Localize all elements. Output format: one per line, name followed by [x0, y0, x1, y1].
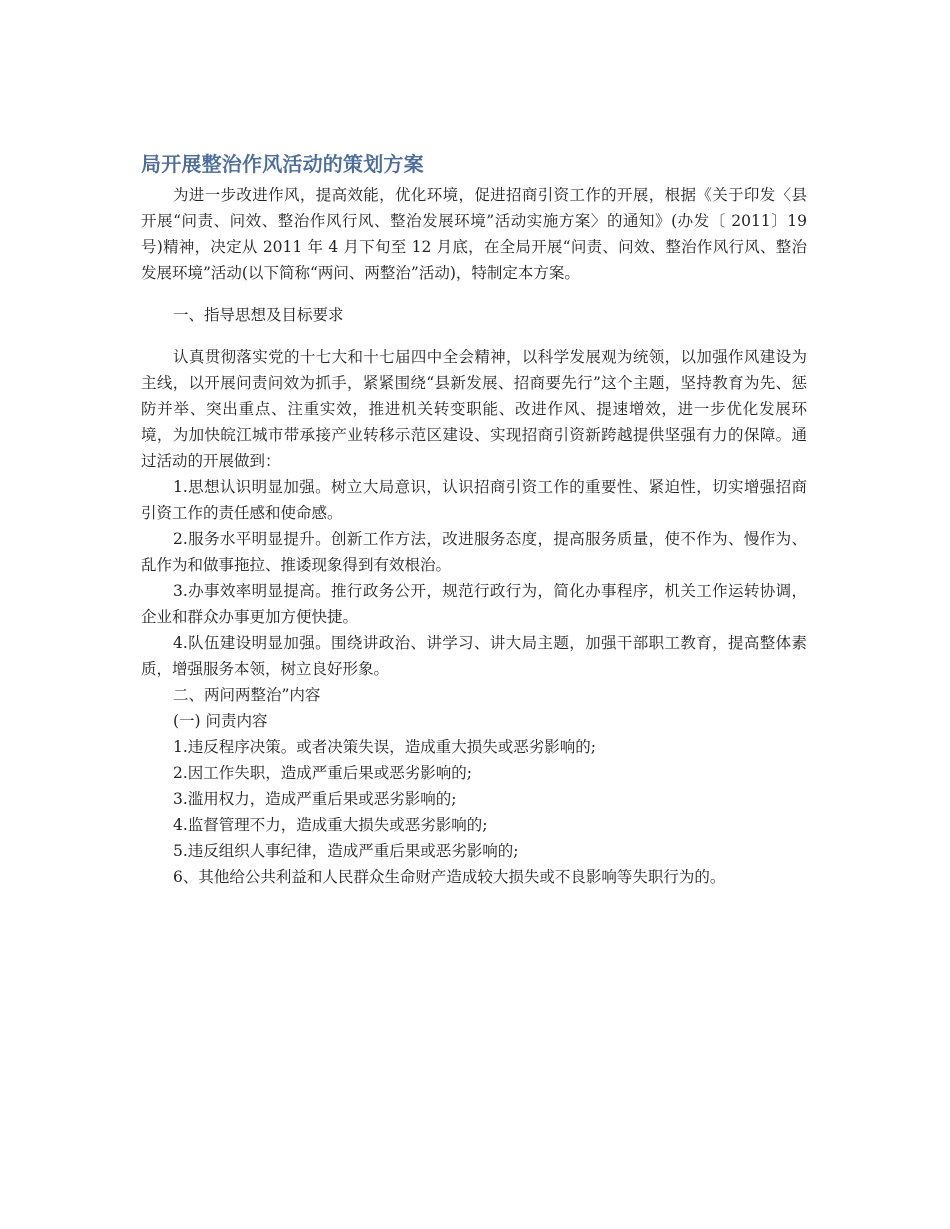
subsection-1-heading: (一) 问责内容: [173, 712, 268, 730]
document-body: [141, 150, 807, 890]
goal-item-3: 3.办事效率明显提高。推行政务公开，规范行政行为，简化办事程序，机关工作运转协调，企业和群众办事更加方便快捷。: [141, 582, 807, 626]
accountability-item-4: 4.监督管理不力，造成重大损失或恶劣影响的;: [173, 816, 488, 834]
goal-item-4: 4.队伍建设明显加强。围绕讲政治、讲学习、讲大局主题，加强干部职工教育，提高整体素质，增强服务本领，树立良好形象。: [141, 634, 807, 678]
section-1-body: 认真贯彻落实党的十七大和十七届四中全会精神，以科学发展观为统领，以加强作风建设为主线，以开展问责问效为抓手，紧紧围绕“县新发展、招商要先行”这个主题，坚持教育为先、惩防并举、突出重点、注重实效，推进机关转变职能、改进作风、提速增效，进一步优化发展环境，为加快皖江城市带承接产业转移示范区建设、实现招商引资新跨越提供坚强有力的保障。通过活动的开展做到：: [141, 348, 807, 470]
accountability-item-1: 1.违反程序决策。或者决策失误，造成重大损失或恶劣影响的;: [173, 738, 597, 756]
accountability-item-5: 5.违反组织人事纪律，造成严重后果或恶劣影响的;: [173, 842, 519, 860]
accountability-item-6: 6、其他给公共利益和人民群众生命财产造成较大损失或不良影响等失职行为的。: [173, 868, 726, 886]
goal-item-1: 1.思想认识明显加强。树立大局意识，认识招商引资工作的重要性、紧迫性，切实增强招商引资工作的责任感和使命感。: [141, 478, 807, 522]
accountability-item-2: 2.因工作失职，造成严重后果或恶劣影响的;: [173, 764, 473, 782]
section-1-heading: 一、指导思想及目标要求: [173, 306, 344, 324]
accountability-item-3: 3.滥用权力，造成严重后果或恶劣影响的;: [173, 790, 457, 808]
goal-item-2: 2.服务水平明显提升。创新工作方法，改进服务态度，提高服务质量，使不作为、慢作为、乱作为和做事拖拉、推诿现象得到有效根治。: [141, 530, 807, 574]
section-2-heading: 二、两问两整治”内容: [173, 686, 321, 704]
intro-paragraph: 为进一步改进作风，提高效能，优化环境，促进招商引资工作的开展，根据《关于印发〈县开展“问责、问效、整治作风行风、整治发展环境”活动实施方案〉的通知》(办发〔 2011〕19 号)精神，决定从 2011 年 4 月下旬至 12 月底，在全局开展“问责、问效、整治作风行风、整治发展环境”活动(以下简称“两问、两整治”活动)，特制定本方案。: [141, 186, 807, 282]
document-title: 局开展整治作风活动的策划方案: [141, 152, 424, 176]
